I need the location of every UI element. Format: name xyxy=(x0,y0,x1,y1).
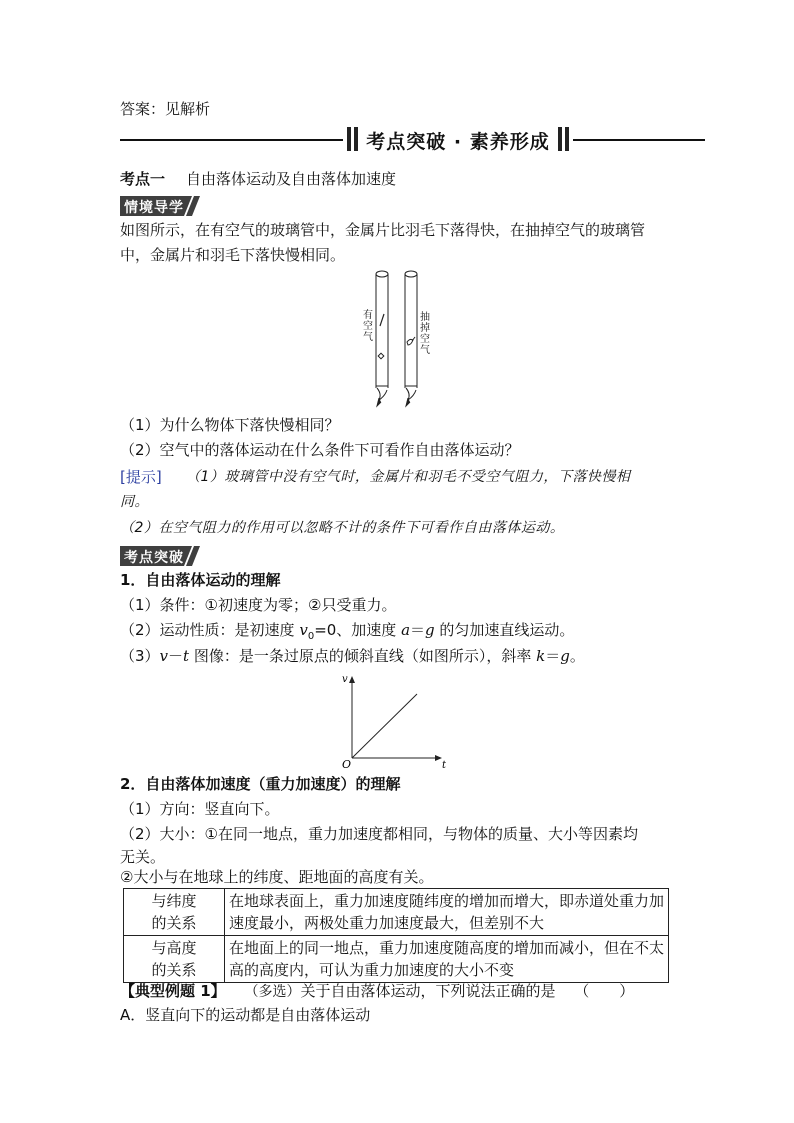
vt-eq: ＝ xyxy=(545,647,561,665)
section2-size-1: （2）大小：①在同一地点，重力加速度都相同，与物体的质量、大小等因素均 xyxy=(120,825,638,843)
tube-label-vacuum-char: 空 xyxy=(420,334,430,345)
section2-title: 2．自由落体加速度（重力加速度）的理解 xyxy=(120,775,401,793)
vt-x-label: t xyxy=(442,760,447,771)
vt-t: t xyxy=(183,647,190,665)
nature-a: a xyxy=(401,621,411,639)
nature-g: g xyxy=(425,621,435,639)
nature-sub: 0 xyxy=(307,631,315,642)
vt-y-arrow xyxy=(349,676,355,683)
table-head xyxy=(124,936,225,983)
vt-text: 。 xyxy=(569,647,585,665)
question-2: （2）空气中的落体运动在什么条件下可看作自由落体运动？ xyxy=(120,441,520,459)
tube-label-air-char: 有 xyxy=(363,310,373,321)
section1-vt xyxy=(120,645,585,667)
tube-label-air-char: 气 xyxy=(363,332,373,343)
hint-label: [提示] xyxy=(120,468,162,486)
section-banner xyxy=(347,124,569,154)
tube-label-vacuum-char: 气 xyxy=(420,345,430,356)
left-tube xyxy=(376,271,388,406)
scenario-tag-label: 情境导学 xyxy=(124,200,184,216)
vt-text: 图像：是一条过原点的倾斜直线（如图所示），斜率 xyxy=(189,647,537,665)
example-question xyxy=(120,980,634,1003)
banner-bar-right xyxy=(565,127,569,151)
scenario-line-2: 中，金属片和羽毛下落快慢相同。 xyxy=(120,246,346,264)
example-label: 【典型例题 1】 xyxy=(120,982,226,1000)
table-cell: 在地球表面上，重力加速度随纬度的增加而增大，即赤道处重力加速度最小，两极处重力加速度最大，但差别不大 xyxy=(225,889,669,936)
hint-line-2: 同。 xyxy=(120,494,149,510)
vt-line xyxy=(352,694,417,758)
tube-label-vacuum-char: 掉 xyxy=(420,323,430,334)
example-text: 关于自由落体运动，下列说法正确的是 xyxy=(300,982,556,1000)
right-tube xyxy=(405,271,417,406)
breakthrough-tag-label: 考点突破 xyxy=(124,550,184,566)
answer-line: 答案：见解析 xyxy=(120,100,211,118)
vt-y-label: v xyxy=(342,674,348,685)
tube-label-air xyxy=(362,310,374,343)
breakthrough-tag xyxy=(120,546,200,566)
table-row xyxy=(124,889,669,936)
kp1-label: 考点一 xyxy=(120,170,166,188)
hint-line-3: （2）在空气阻力的作用可以忽略不计的条件下可看作自由落体运动。 xyxy=(120,520,565,536)
table-head-line: 与纬度 xyxy=(151,892,197,910)
question-1: （1）为什么物体下落快慢相同？ xyxy=(120,416,340,434)
option-a: A．竖直向下的运动都是自由落体运动 xyxy=(120,1006,371,1024)
tube-label-vacuum-char: 抽 xyxy=(420,312,430,323)
section1-title: 1．自由落体运动的理解 xyxy=(120,571,281,589)
answer-bracket: （ ） xyxy=(574,982,635,1000)
banner-rule-left xyxy=(120,139,343,141)
example-multi: （多选） xyxy=(244,984,301,1000)
table-head-line: 的关系 xyxy=(151,961,197,979)
table-head xyxy=(124,889,225,936)
nature-text: 的匀加速直线运动。 xyxy=(434,621,575,639)
vt-x-arrow xyxy=(435,755,442,761)
banner-title: 考点突破 · 素养形成 xyxy=(366,131,550,153)
nature-v: v xyxy=(299,621,308,639)
table-head-line: 与高度 xyxy=(151,939,197,957)
nature-text: =0、加速度 xyxy=(314,621,402,639)
vt-v: v xyxy=(159,647,169,665)
scenario-tag xyxy=(120,196,200,216)
section1-condition: （1）条件：①初速度为零；②只受重力。 xyxy=(120,596,397,614)
kp1-title: 自由落体运动及自由落体加速度 xyxy=(186,170,397,188)
section2-direction: （1）方向：竖直向下。 xyxy=(120,800,280,818)
vt-dash: － xyxy=(168,647,184,665)
tube-label-air-char: 空 xyxy=(363,321,373,332)
hint-line-1: （1）玻璃管中没有空气时，金属片和羽毛不受空气阻力，下落快慢相 xyxy=(186,469,631,485)
section2-size-2: 无关。 xyxy=(120,848,166,866)
section1-nature xyxy=(120,619,574,648)
gravity-table xyxy=(123,888,669,983)
nature-text: （2）运动性质：是初速度 xyxy=(120,621,300,639)
vt-graph xyxy=(338,672,458,772)
vt-k: k xyxy=(536,647,546,665)
nature-eq: ＝ xyxy=(410,621,426,639)
tube-label-vacuum xyxy=(419,312,431,356)
table-head-line: 的关系 xyxy=(151,914,197,932)
vt-g: g xyxy=(560,647,570,665)
vt-origin-label: O xyxy=(342,758,352,771)
section2-size-3: ②大小与在地球上的纬度、距地面的高度有关。 xyxy=(120,868,434,886)
table-cell: 在地面上的同一地点，重力加速度随高度的增加而减小，但在不太高的高度内，可认为重力加速度的大小不变 xyxy=(225,936,669,983)
banner-rule-right xyxy=(573,139,705,141)
table-row xyxy=(124,936,669,983)
banner-bar-right-inner xyxy=(558,127,562,151)
vt-text: （3） xyxy=(120,647,160,665)
scenario-line-1: 如图所示，在有空气的玻璃管中，金属片比羽毛下落得快，在抽掉空气的玻璃管 xyxy=(120,221,646,239)
